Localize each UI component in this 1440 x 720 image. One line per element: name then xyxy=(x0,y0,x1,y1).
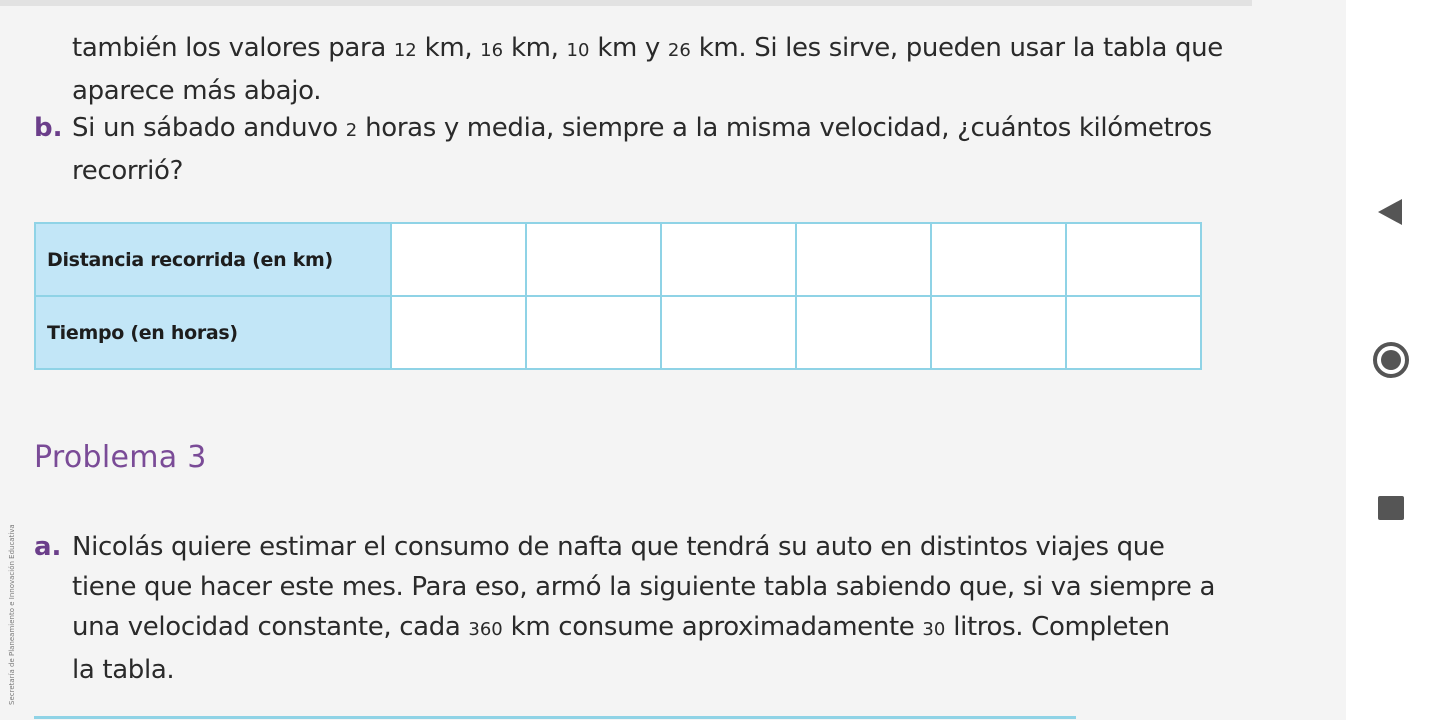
table-cell xyxy=(1066,296,1201,369)
text-run: km y xyxy=(589,33,668,63)
paragraph-line xyxy=(72,28,1222,71)
number-run: 12 xyxy=(393,40,417,61)
item-b-question xyxy=(72,108,1222,191)
text-run: km, xyxy=(416,33,481,63)
table-cell xyxy=(526,223,661,296)
paragraph-a-continuation xyxy=(72,28,1222,111)
table-cell xyxy=(526,296,661,369)
text-run: km consume aproximadamente xyxy=(502,612,923,642)
paragraph-line xyxy=(72,108,1222,151)
table-cell xyxy=(391,223,526,296)
number-run: 16 xyxy=(480,40,504,61)
text-run: km. Si les sirve, pueden usar la tabla que xyxy=(690,33,1223,63)
number-run: 10 xyxy=(566,40,590,61)
side-credit-text: Secretaría de Planeamiento e Innovación Educativa xyxy=(8,524,16,705)
text-run: Si un sábado anduvo xyxy=(72,113,346,143)
table-row-distance xyxy=(35,223,1201,296)
item-b-letter: b. xyxy=(34,113,63,143)
text-run: km, xyxy=(503,33,567,63)
triangle-back-icon[interactable] xyxy=(1378,199,1402,225)
paragraph-line: aparece más abajo. xyxy=(72,76,322,106)
paragraph-line: recorrió? xyxy=(72,156,184,186)
square-recent-apps-icon[interactable] xyxy=(1378,496,1404,520)
paragraph-line: tiene que hacer este mes. Para eso, armó la siguiente tabla sabiendo que, si va siempre a xyxy=(72,572,1216,602)
row-header-time: Tiempo (en horas) xyxy=(35,296,391,369)
distance-time-table xyxy=(34,222,1202,370)
table-cell xyxy=(391,296,526,369)
problem-3-heading: Problema 3 xyxy=(34,440,207,475)
page-top-strip xyxy=(0,0,1252,6)
side-credit-strip xyxy=(0,405,16,720)
table-cell xyxy=(1066,223,1201,296)
table-cell xyxy=(796,223,931,296)
circle-home-icon[interactable] xyxy=(1373,342,1409,378)
table-row-time xyxy=(35,296,1201,369)
number-run: 2 xyxy=(345,120,358,141)
text-run: una velocidad constante, cada xyxy=(72,612,469,642)
item-a-letter: a. xyxy=(34,532,62,562)
table-cell xyxy=(931,223,1066,296)
table-cell xyxy=(661,223,796,296)
table-cell xyxy=(931,296,1066,369)
next-table-top-border xyxy=(34,716,1076,719)
text-run: horas y media, siempre a la misma velocidad, ¿cuántos kilómetros xyxy=(357,113,1212,143)
number-run: 360 xyxy=(468,619,503,640)
number-run: 26 xyxy=(667,40,691,61)
table-cell xyxy=(661,296,796,369)
paragraph-line: Nicolás quiere estimar el consumo de nafta que tendrá su auto en distintos viajes que xyxy=(72,532,1165,562)
paragraph-line xyxy=(72,607,1222,650)
item-a-problem-text xyxy=(72,527,1222,690)
text-run: también los valores para xyxy=(72,33,394,63)
paragraph-line: la tabla. xyxy=(72,655,175,685)
number-run: 30 xyxy=(922,619,946,640)
row-header-distance: Distancia recorrida (en km) xyxy=(35,223,391,296)
text-run: litros. Completen xyxy=(945,612,1170,642)
table-cell xyxy=(796,296,931,369)
